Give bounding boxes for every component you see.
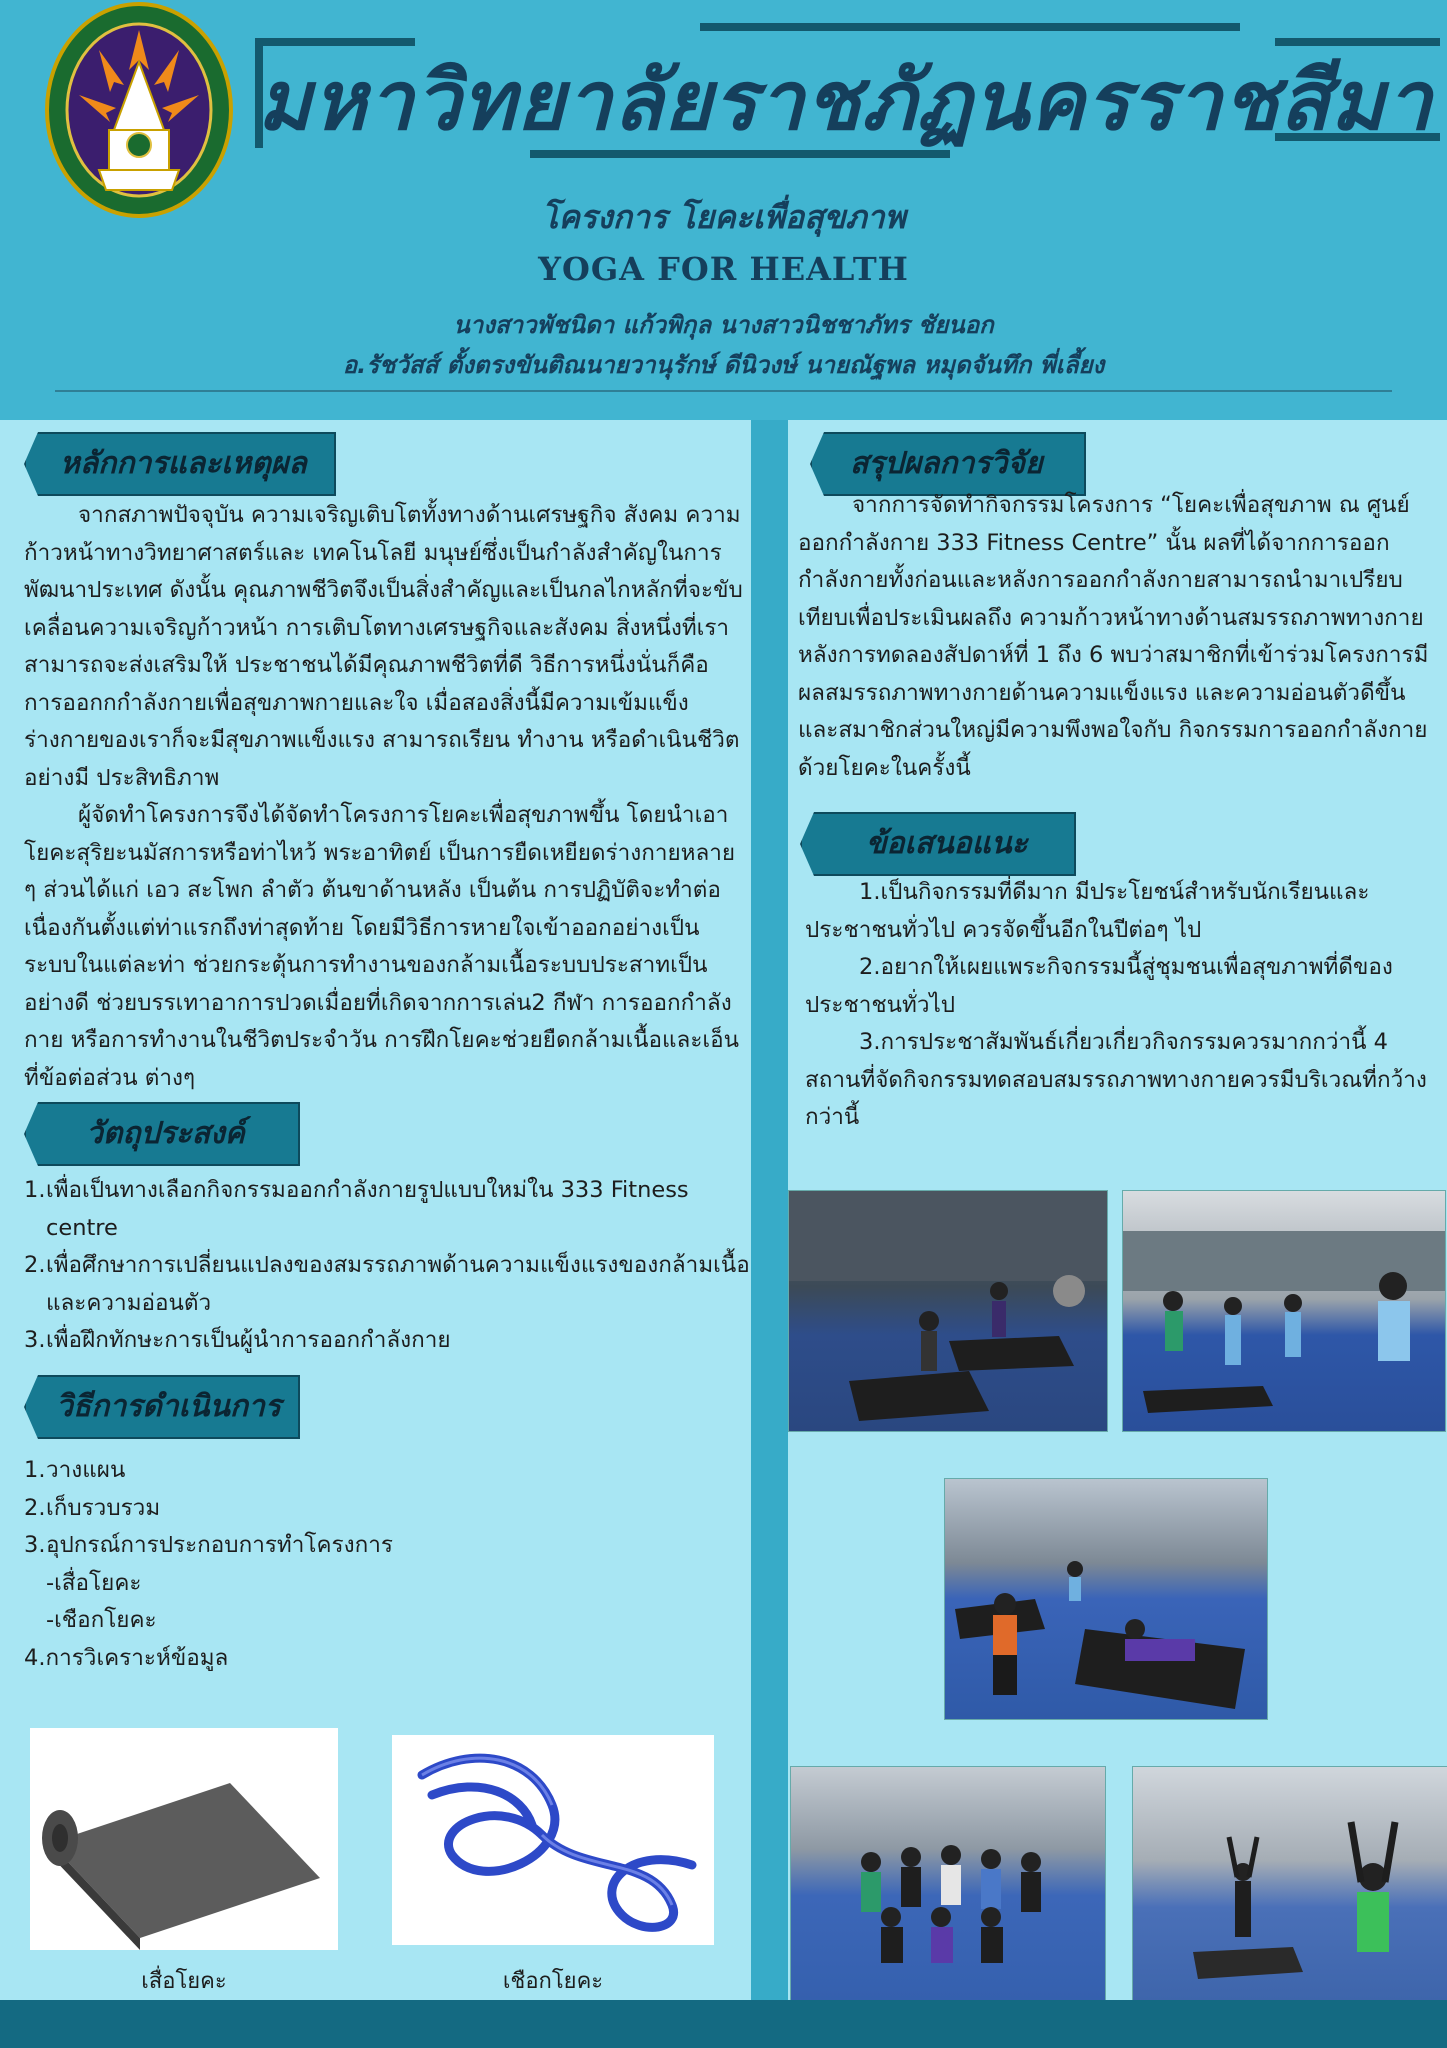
group-photo-icon: [791, 1767, 1105, 2001]
section-head-principle: [24, 432, 336, 496]
photo-yoga-session-3: [944, 1478, 1268, 1720]
yoga-mat-icon: [30, 1728, 338, 1950]
list-item: 2. เพื่อศึกษาการเปลี่ยนแปลงของสมรรถภาพด้านความแข็งแรงของกล้ามเนื้อ และความอ่อนตัว: [24, 1252, 750, 1316]
poster-footer: [0, 2000, 1447, 2048]
objectives-list: [24, 1172, 750, 1360]
section-head-objective: [24, 1102, 300, 1166]
gym-photo-icon: [1133, 1767, 1447, 2001]
yoga-strap-image: [392, 1735, 714, 1945]
photo-group: [790, 1766, 1106, 2002]
photo-yoga-session-2: [1122, 1190, 1446, 1432]
project-title-th: โครงการ โยคะเพื่อสุขภาพ: [541, 198, 906, 236]
methods-list: [24, 1452, 750, 1677]
section-head-method: [24, 1375, 300, 1439]
caption-yoga-mat: เสื่อโยคะ: [141, 1969, 227, 1994]
title-frame-top: [700, 23, 1240, 31]
gym-photo-icon: [945, 1479, 1267, 1719]
column-divider: [751, 420, 788, 2000]
suggest-item-1: 1.เป็นกิจกรรมที่ดีมาก มีประโยชน์สำหรับนักเรียนและประชาชนทั่วไป ควรจัดขึ้นอีกในปีต่อๆ ไป: [805, 879, 1370, 943]
caption-yoga-strap: เชือกโยคะ: [502, 1969, 604, 1994]
yoga-strap-icon: [392, 1735, 714, 1945]
project-title-en: YOGA FOR HEALTH: [538, 250, 909, 288]
list-item: 3. เพื่อฝึกทักษะการเป็นผู้นำการออกกำลังกาย: [24, 1327, 451, 1353]
section-title-suggest: ข้อเสนอแนะ: [866, 826, 1028, 861]
principle-paragraph-1: จากสภาพปัจจุบัน ความเจริญเติบโตทั้งทางด้านเศรษฐกิจ สังคม ความก้าวหน้าทางวิทยาศาสตร์และ เทคโนโลยี มนุษย์ซึ่งเป็นกำลังสำคัญในการพัฒนาประเทศ ดังนั้น คุณภาพชีวิตจึงเป็นสิ่งสำคัญและเป็นกลไกหลักที่จะขับเคลื่อนความเจริญก้าวหน้า การเติบโตทางเศรษฐกิจและสังคม สิ่งหนึ่งที่เราสามารถจะส่งเสริมให้ ประชาชนได้มีคุณภาพชีวิตที่ดี วิธีการหนึ่งนั่นก็คือ การออกกกำลังกายเพื่อสุขภาพกายและใจ เมื่อสองสิ่งนี้มีความเข้มแข็ง ร่างกายของเราก็จะมีสุขภาพแข็งแรง สามารถเรียน ทำงาน หรือดำเนินชีวิต อย่างมี ประสิทธิภาพ: [24, 502, 743, 791]
suggest-text: [805, 874, 1435, 1137]
gym-photo-icon: [1123, 1191, 1445, 1431]
principle-paragraph-2: ผู้จัดทำโครงการจึงได้จัดทำโครงการโยคะเพื่อสุขภาพขึ้น โดยนำเอาโยคะสุริยะนมัสการหรือท่าไหว้ พระอาทิตย์ เป็นการยืดเหยียดร่างกายหลาย ๆ ส่วนได้แก่ เอว สะโพก ลำตัว ต้นขาด้านหลัง เป็นต้น การปฏิบัติจะทำต่อเนื่องกันตั้งแต่ท่าแรกถึงท่าสุดท้าย โดยมีวิธีการหายใจเข้าออกอย่างเป็นระบบในแต่ละท่า ช่วยกระตุ้นการทำงานของกล้ามเนื้อระบบประสาทเป็นอย่างดี ช่วยบรรเทาอาการปวดเมื่อยที่เกิดจากการเล่น2 กีฬา การออกกำลังกาย หรือการทำงานในชีวิตประจำวัน การฝึกโยคะช่วยยืดกล้ามเนื้อและเอ็นที่ข้อต่อส่วน ต่างๆ: [24, 802, 740, 1091]
section-title-principle: หลักการและเหตุผล: [60, 446, 307, 481]
photo-yoga-session-1: [788, 1190, 1108, 1432]
poster-header: [0, 0, 1447, 420]
title-block: [250, 18, 1440, 168]
summary-text: [798, 487, 1436, 787]
suggest-item-2: 2.อยากให้เผยแพระกิจกรรมนี้สู่ชุมชนเพื่อสุขภาพที่ดีของประชาชนทั่วไป: [805, 954, 1393, 1018]
principle-text: [24, 497, 750, 1097]
list-item: 4.การวิเคราะห์ข้อมูล: [24, 1644, 229, 1671]
university-title: มหาวิทยาลัยราชภัฏนครราชสีมา: [257, 53, 1433, 149]
photo-yoga-stretch: [1132, 1766, 1447, 2002]
list-item: 1. เพื่อเป็นทางเลือกกิจกรรมออกกำลังกายรูปแบบใหม่ใน 333 Fitness centre: [24, 1177, 689, 1241]
yoga-mat-image: [30, 1728, 338, 1950]
authors-line-1: นางสาวพัชนิดา แก้วพิกุล นางสาวนิชชาภัทร ชัยนอก: [453, 311, 994, 339]
list-item: 3. อุปกรณ์การประกอบการทำโครงการ: [24, 1532, 393, 1558]
header-divider: [55, 390, 1392, 392]
section-title-summary: สรุปผลการวิจัย: [850, 446, 1043, 481]
university-seal-icon: [44, 0, 234, 220]
authors-line-2: อ.รัชวัสส์ ตั้งตรงขันติณนายวานุรักษ์ ดีนิวงษ์ นายณัฐพล หมุดจันทึก พี่เลี้ยง: [342, 351, 1105, 379]
summary-paragraph: จากการจัดทำกิจกรรมโครงการ “โยคะเพื่อสุขภาพ ณ ศูนย์ออกกำลังกาย 333 Fitness Centre” นั้น ผลที่ได้จากการออกกำลังกายทั้งก่อนและหลังการออกกำลังกายสามารถนำมาเปรียบเทียบเพื่อประเมินผลถึง ความก้าวหน้าทางด้านสมรรถภาพทางกาย หลังการทดลองสัปดาห์ที่ 1 ถึง 6 พบว่าสมาชิกที่เข้าร่วมโครงการมี ผลสมรรถภาพทางกายด้านความแข็งแรง และความอ่อนตัวดีขึ้น และสมาชิกส่วนใหญ่มีความพึงพอใจกับ กิจกรรมการออกกำลังกายด้วยโยคะในครั้งนี้: [798, 492, 1429, 781]
list-item: -เชือกโยคะ: [46, 1607, 157, 1633]
section-title-objective: วัตถุประสงค์: [86, 1116, 245, 1151]
suggest-item-3: 3.การประชาสัมพันธ์เกี่ยวเกี่ยวกิจกรรมควรมากกว่านี้ 4 สถานที่จัดกิจกรรมทดสอบสมรรถภาพทางกายควรมีบริเวณที่กว้างกว่านี้: [805, 1029, 1427, 1130]
section-title-method: วิธีการดำเนินการ: [56, 1389, 281, 1424]
list-item: 2. เก็บรวบรวม: [24, 1494, 161, 1521]
section-head-suggest: [800, 812, 1076, 876]
list-item: -เสื่อโยคะ: [46, 1569, 142, 1596]
list-item: 1. วางแผน: [24, 1457, 126, 1483]
gym-photo-icon: [789, 1191, 1107, 1431]
